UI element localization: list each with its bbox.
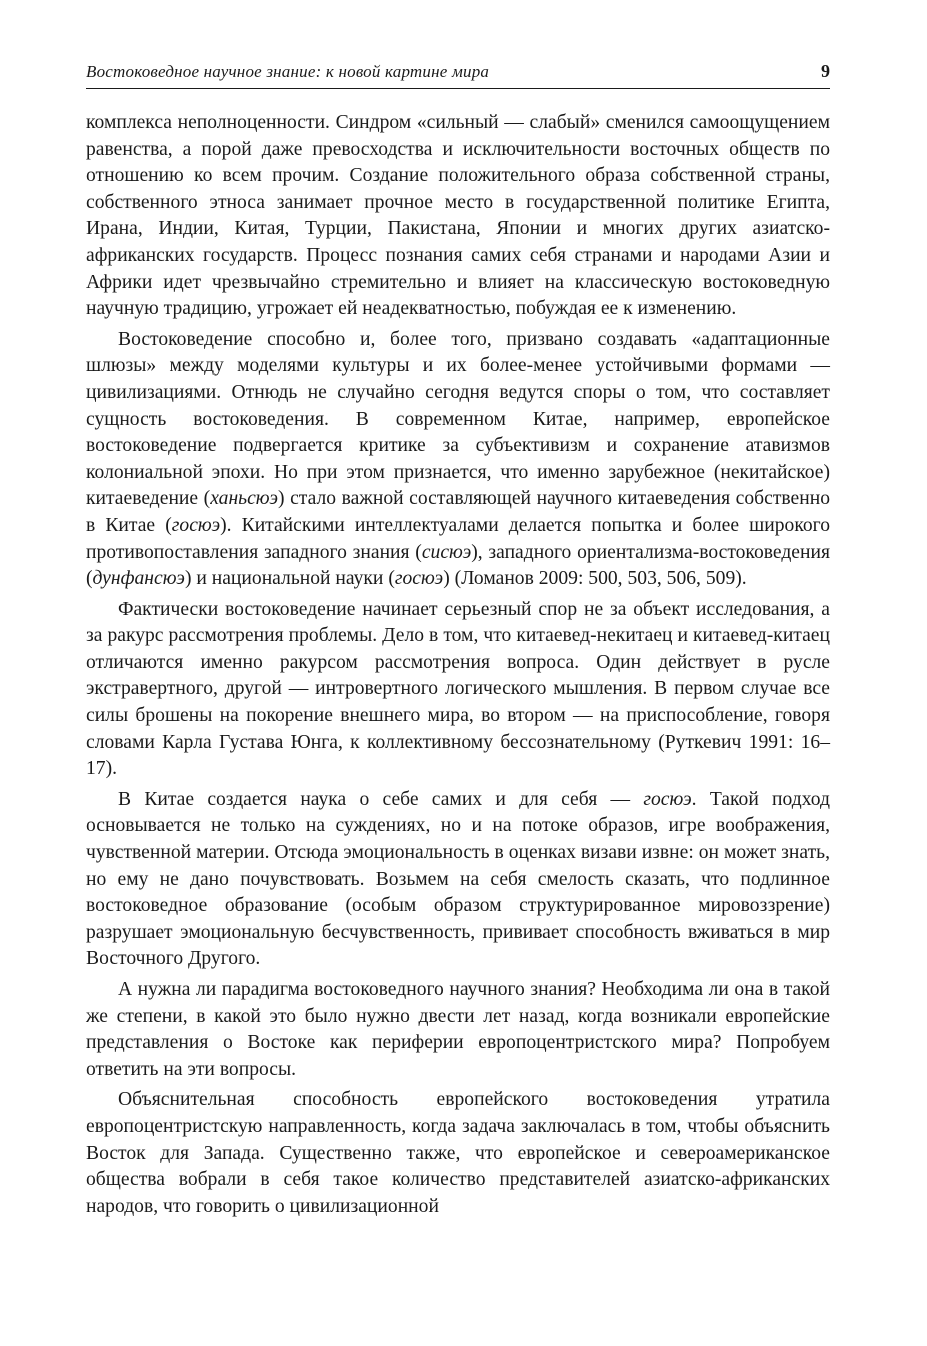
paragraph-1: комплекса неполноценности. Синдром «сильный — слабый» сменился самоощущением равенства, а порой даже превосходства и исключительности восточных обществ по отношению ко всем прочим. Создание положительного образа собственной страны, собственного этноса занимает прочное место в государственной политике Египта, Ирана, Индии, Китая, Турции, Пакистана, Японии и многих других азиатско-африканских государств. Процесс познания самих себя странами и народами Азии и Африки идет чрезвычайно стремительно и влияет на классическую востоковедную научную традицию, угрожает ей неадекватностью, побуждая ее к изменению. (86, 112, 830, 320)
term-guoxue: госюэ (643, 788, 692, 810)
term-guoxue: госюэ (394, 568, 444, 590)
paragraph-3: Фактически востоковедение начинает серьезный спор не за объект исследования, а за ракурс рассмотрения проблемы. Дело в том, что китаевед-некитаец и китаевед-китаец отличаются именно ракурсом рассмотрения вопроса. Один действует в русле экстравертного, другой — интровертного логического мышления. В первом случае все силы брошены на покорение внешнего мира, во втором — на приспособление, говоря словами Карла Густава Юнга, к коллективному бессознательному (Руткевич 1991: 16–17). (86, 598, 830, 780)
term-xixue: сисюэ (421, 541, 472, 563)
paragraph-4 (86, 787, 830, 973)
text-segment: ). Китайскими интеллектуалами делается попытка и более широкого противопоставления западного знания ( (86, 514, 830, 563)
text-segment: ) и национальной науки ( (184, 568, 395, 590)
running-title: Востоковедное научное знание: к новой картине мира (86, 62, 490, 81)
text-segment: Востоковедение способно и, более того, призвано создавать «адаптационные шлюзы» между моделями культуры и их более-менее устойчивыми формами — цивилизациями. Отнюдь не случайно сегодня ведутся споры о том, что составляет сущность востоковедения. В современном Китае, например, европейское востоковедение подвергается критике за субъективизм и сохранение атавизмов колониальной эпохи. Но при этом признается, что именно зарубежное (некитайское) китаеведение ( (86, 328, 830, 510)
page-number: 9 (821, 61, 830, 81)
paragraph-5: А нужна ли парадигма востоковедного научного знания? Необходима ли она в такой же степени, в какой это было нужно двести лет назад, когда возникали европейские представления о Востоке как периферии европоцентристского мира? Попробуем ответить на эти вопросы. (86, 979, 830, 1080)
main-text (86, 110, 830, 1224)
term-hanxue: ханьсюэ (210, 488, 278, 510)
paragraph-6: Объяснительная способность европейского востоковедения утратила европоцентристскую направленность, когда задача заключалась в том, чтобы объяснить Восток для Запада. Существенно также, что европейское и североамериканское общества вобрали в себя такое количество представителей азиатско-африканских народов, что говорить о цивилизационной (86, 1089, 830, 1217)
text-segment: ) (Ломанов 2009: 500, 503, 506, 509). (443, 568, 747, 590)
running-header (86, 60, 830, 89)
term-dongfangxue: дунфансюэ (92, 568, 185, 590)
paragraph-2 (86, 327, 830, 593)
text-segment: В Китае создается наука о себе самих и для себя — (118, 788, 644, 810)
text-segment: ), западного ориентализма-востоковедения ( (86, 541, 830, 590)
text-segment: ) стало важной составляющей научного китаеведения собственно в Китае ( (86, 488, 830, 536)
term-guoxue: госюэ (171, 514, 221, 536)
text-segment: . Такой подход основывается не только на суждениях, но и на потоке образов, игре воображения, чувственной материи. Отсюда эмоциональность в оценках визави извне: он может знать, но ему не дано почувствовать. Возьмем на себя смелость сказать, что подлинное востоковедное образование (особым образом структурированное мировоззрение) разрушает эмоциональную бесчувственность, прививает способность вживаться в мир Восточного Другого. (86, 788, 830, 970)
